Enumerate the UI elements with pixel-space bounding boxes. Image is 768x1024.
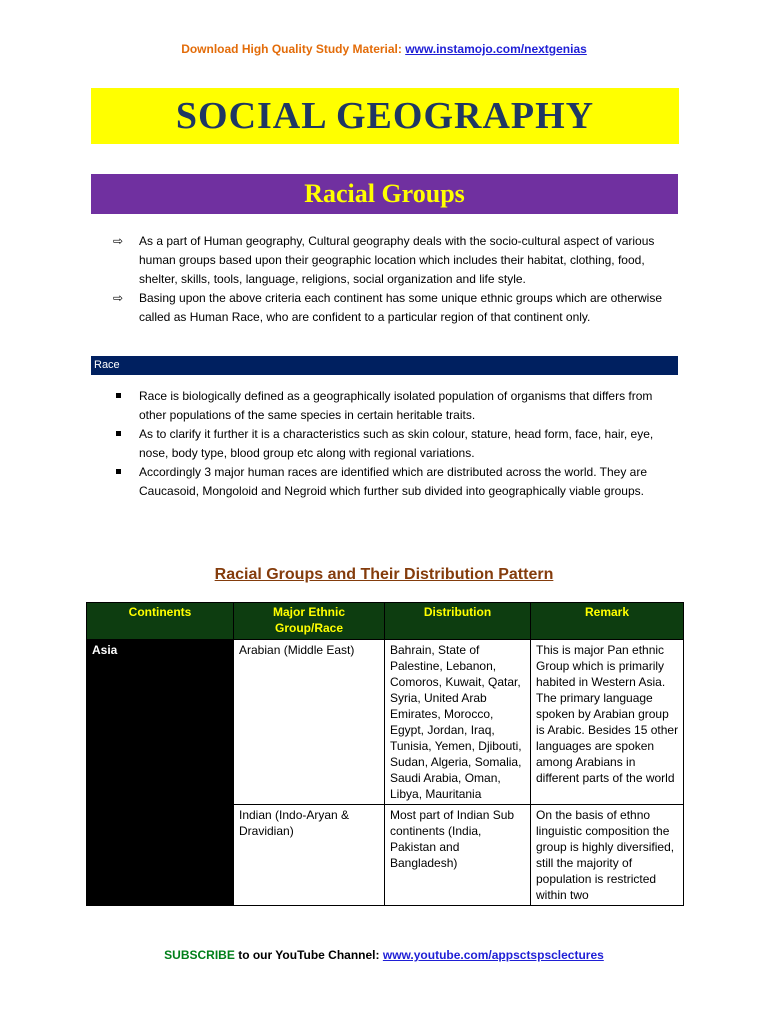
square-bullet-icon [116,393,121,398]
header-download-line [0,42,768,56]
arrow-bullet-icon: ⇨ [113,291,124,305]
distribution-cell: Most part of Indian Sub continents (India, Pakistan and Bangladesh) [385,805,531,906]
header-ethnic-group: Major Ethnic Group/Race [234,603,385,640]
header-prefix: Download High Quality Study Material: [181,42,406,56]
group-cell: Indian (Indo-Aryan & Dravidian) [234,805,385,906]
race-heading: Race [94,359,120,371]
section-banner [91,174,678,214]
table-header-row [87,603,684,640]
list-item [113,387,678,425]
square-bullet-icon [116,469,121,474]
race-point-text: Accordingly 3 major human races are identified which are distributed across the world. They are Caucasoid, Mongoloid and Negroid which further sub divided into geographically viable groups. [139,465,648,498]
header-distribution: Distribution [385,603,531,640]
list-item [113,289,673,327]
remark-cell: This is major Pan ethnic Group which is primarily habited in Western Asia. The primary language spoken by Arabian group is Arabic. Besides 15 other languages are spoken among Arabians in different parts of the world [531,640,684,805]
page-title: SOCIAL GEOGRAPHY [175,95,595,137]
header-continents: Continents [87,603,234,640]
race-point-text: Race is biologically defined as a geographically isolated population of organisms that differs from other populations of the same species in certain heritable traits. [139,389,653,422]
arrow-bullet-icon: ⇨ [113,234,124,248]
list-item [113,232,673,289]
footer-middle-text: to our YouTube Channel: [234,948,383,962]
list-item [113,463,678,501]
distribution-cell: Bahrain, State of Palestine, Lebanon, Comoros, Kuwait, Qatar, Syria, United Arab Emirates, Morocco, Egypt, Jordan, Iraq, Tunisia, Yemen, Djibouti, Sudan, Algeria, Somalia, Saudi Arabia, Oman, Libya, Mauritania [385,640,531,805]
list-item [113,425,678,463]
intro-point-text: Basing upon the above criteria each continent has some unique ethnic groups which are otherwise called as Human Race, who are confident to a particular region of that continent only. [139,291,662,324]
square-bullet-icon [116,431,121,436]
intro-point-text: As a part of Human geography, Cultural geography deals with the socio-cultural aspect of various human groups based upon their geographic location which includes their habitat, clothing, food, shelter, skills, tools, language, religions, social organization and life style. [139,234,655,286]
remark-cell: On the basis of ethno linguistic composition the group is highly diversified, still the majority of population is restricted within two [531,805,684,906]
table-row [87,640,684,805]
distribution-table [86,602,684,906]
header-remark: Remark [531,603,684,640]
race-heading-bar [91,356,678,375]
continent-cell: Asia [87,640,234,906]
youtube-link[interactable]: www.youtube.com/appsctspsclectures [382,948,604,962]
footer-subscribe-line [0,948,768,962]
race-point-text: As to clarify it further it is a characteristics such as skin colour, stature, head form, face, hair, eye, nose, body type, blood group etc along with regional variations. [139,427,654,460]
instamojo-link[interactable]: www.instamojo.com/nextgenias [405,42,587,56]
table-heading: Racial Groups and Their Distribution Pattern [214,566,554,583]
intro-list [113,232,673,327]
subscribe-label: SUBSCRIBE [164,948,235,962]
race-list [113,387,678,501]
group-cell: Arabian (Middle East) [234,640,385,805]
title-banner [91,88,679,144]
section-title: Racial Groups [304,179,465,208]
